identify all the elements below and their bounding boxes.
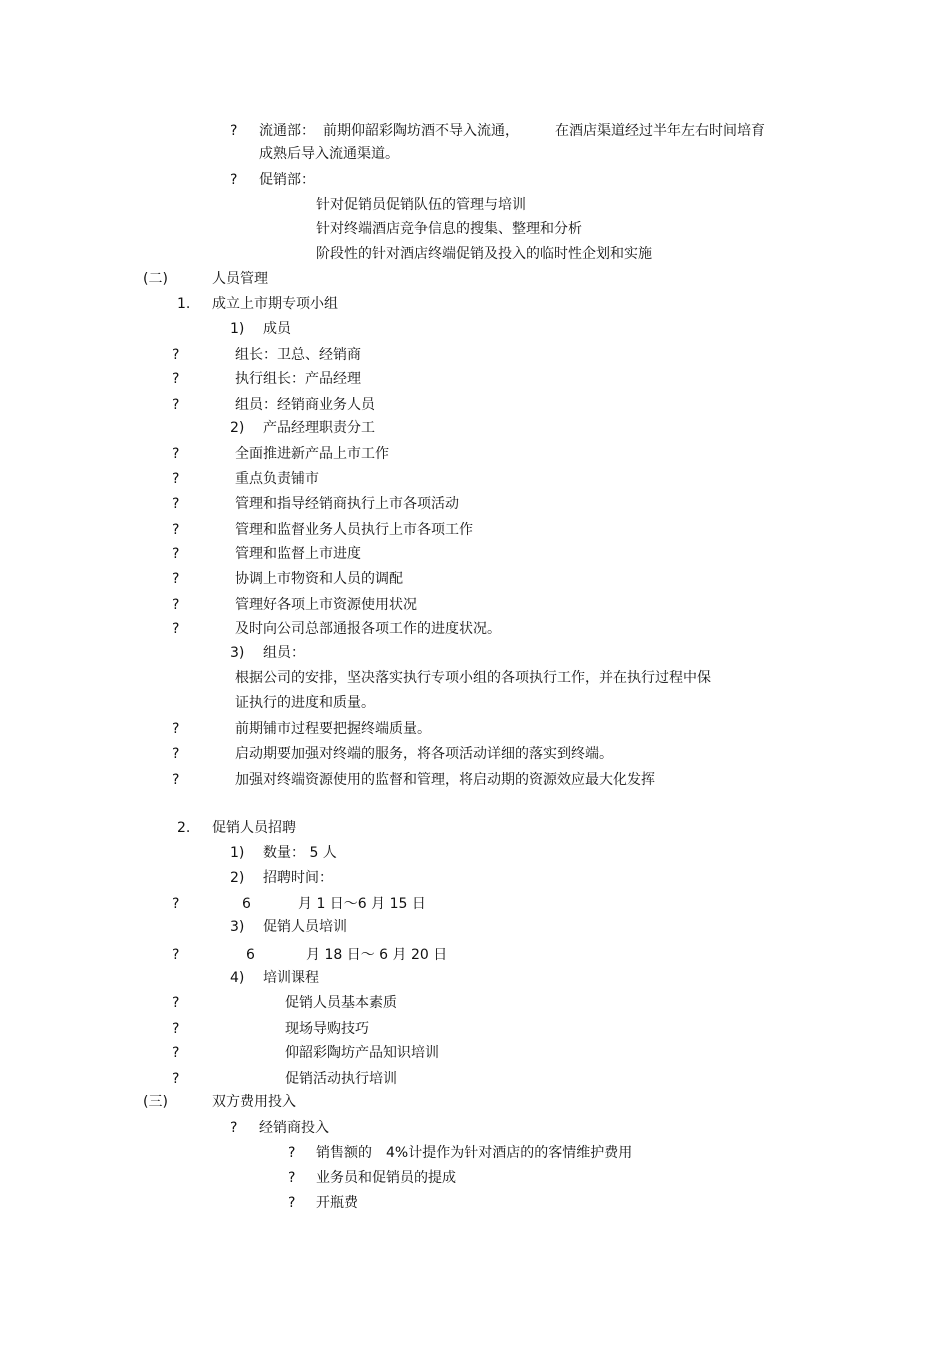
subsection-number: 1. — [177, 296, 191, 312]
item-title: 促销人员培训 — [263, 919, 347, 935]
bullet-mark: ? — [172, 1071, 180, 1087]
date-month: 6 — [242, 896, 251, 912]
duty-item: 重点负责铺市 — [235, 471, 319, 487]
bullet-mark: ? — [230, 172, 238, 188]
section-number: (三) — [143, 1094, 168, 1110]
bullet-mark: ? — [172, 947, 180, 963]
bullet-mark: ? — [172, 397, 180, 413]
bullet-mark: ? — [230, 123, 238, 139]
item-number: 2) — [230, 420, 245, 436]
bullet-mark: ? — [172, 1021, 180, 1037]
bullet-mark: ? — [172, 621, 180, 637]
item-number: 4) — [230, 970, 245, 986]
duty-item: 管理和监督业务人员执行上市各项工作 — [235, 522, 473, 538]
item-title: 组员： — [263, 645, 305, 661]
bullet-mark: ? — [172, 597, 180, 613]
course-item: 促销活动执行培训 — [285, 1071, 397, 1087]
liutong-text-2: 在酒店渠道经过半年左右时间培育 — [555, 123, 765, 139]
section-title: 人员管理 — [212, 271, 268, 287]
cuxiao-label: 促销部： — [259, 172, 315, 188]
cost-item: 开瓶费 — [316, 1195, 358, 1211]
subsection-title: 成立上市期专项小组 — [212, 296, 338, 312]
bullet-mark: ? — [172, 496, 180, 512]
member-item: 组员：经销商业务人员 — [235, 397, 375, 413]
member-item: 执行组长：产品经理 — [235, 371, 361, 387]
bullet-mark: ? — [172, 746, 180, 762]
bullet-mark: ? — [172, 522, 180, 538]
bullet-mark: ? — [288, 1170, 296, 1186]
duty-item: 管理和指导经销商执行上市各项活动 — [235, 496, 459, 512]
bullet-mark: ? — [172, 995, 180, 1011]
member-task-item: 启动期要加强对终端的服务，将各项活动详细的落实到终端。 — [235, 746, 613, 762]
bullet-mark: ? — [172, 347, 180, 363]
section-number: (二) — [143, 271, 168, 287]
subsection-number: 2. — [177, 820, 191, 836]
duty-item: 管理和监督上市进度 — [235, 546, 361, 562]
bullet-mark: ? — [172, 371, 180, 387]
duty-item: 管理好各项上市资源使用状况 — [235, 597, 417, 613]
bullet-mark: ? — [230, 1120, 238, 1136]
paragraph-line: 根据公司的安排，坚决落实执行专项小组的各项执行工作，并在执行过程中保 — [235, 670, 711, 686]
duty-item: 协调上市物资和人员的调配 — [235, 571, 403, 587]
item-number: 1) — [230, 845, 245, 861]
cuxiao-item: 针对终端酒店竞争信息的搜集、整理和分析 — [316, 221, 582, 237]
duty-item: 全面推进新产品上市工作 — [235, 446, 389, 462]
item-number: 3) — [230, 919, 245, 935]
bullet-mark: ? — [172, 446, 180, 462]
member-item: 组长：卫总、经销商 — [235, 347, 361, 363]
cost-item: 销售额的 — [316, 1145, 372, 1161]
cost-item: 4%计提作为针对酒店的的客情维护费用 — [386, 1145, 633, 1161]
subsection-title: 促销人员招聘 — [212, 820, 296, 836]
liutong-text-3: 成熟后导入流通渠道。 — [259, 146, 399, 162]
date-range: 月 1 日～6 月 15 日 — [298, 896, 426, 912]
liutong-text-1: 前期仰韶彩陶坊酒不导入流通， — [323, 123, 519, 139]
bullet-mark: ? — [172, 571, 180, 587]
bullet-mark: ? — [288, 1195, 296, 1211]
item-number: 2) — [230, 870, 245, 886]
course-item: 现场导购技巧 — [285, 1021, 369, 1037]
item-title: 培训课程 — [263, 970, 319, 986]
member-task-item: 加强对终端资源使用的监督和管理，将启动期的资源效应最大化发挥 — [235, 772, 655, 788]
item-title: 数量： 5 人 — [263, 845, 337, 861]
bullet-mark: ? — [172, 896, 180, 912]
bullet-mark: ? — [172, 1045, 180, 1061]
liutong-label: 流通部： — [259, 123, 315, 139]
paragraph-line: 证执行的进度和质量。 — [235, 695, 375, 711]
bullet-mark: ? — [172, 471, 180, 487]
cost-item: 业务员和促销员的提成 — [316, 1170, 456, 1186]
bullet-mark: ? — [288, 1145, 296, 1161]
duty-item: 及时向公司总部通报各项工作的进度状况。 — [235, 621, 501, 637]
item-title: 成员 — [263, 321, 291, 337]
section-title: 双方费用投入 — [212, 1094, 296, 1110]
member-task-item: 前期铺市过程要把握终端质量。 — [235, 721, 431, 737]
item-title: 产品经理职责分工 — [263, 420, 375, 436]
bullet-mark: ? — [172, 546, 180, 562]
course-item: 促销人员基本素质 — [285, 995, 397, 1011]
item-number: 1) — [230, 321, 245, 337]
course-item: 仰韶彩陶坊产品知识培训 — [285, 1045, 439, 1061]
sub-label: 经销商投入 — [259, 1120, 329, 1136]
cuxiao-item: 阶段性的针对酒店终端促销及投入的临时性企划和实施 — [316, 246, 652, 262]
bullet-mark: ? — [172, 772, 180, 788]
item-title: 招聘时间： — [263, 870, 333, 886]
cuxiao-item: 针对促销员促销队伍的管理与培训 — [316, 197, 526, 213]
date-month: 6 — [246, 947, 255, 963]
bullet-mark: ? — [172, 721, 180, 737]
item-number: 3) — [230, 645, 245, 661]
date-range: 月 18 日～ 6 月 20 日 — [306, 947, 448, 963]
